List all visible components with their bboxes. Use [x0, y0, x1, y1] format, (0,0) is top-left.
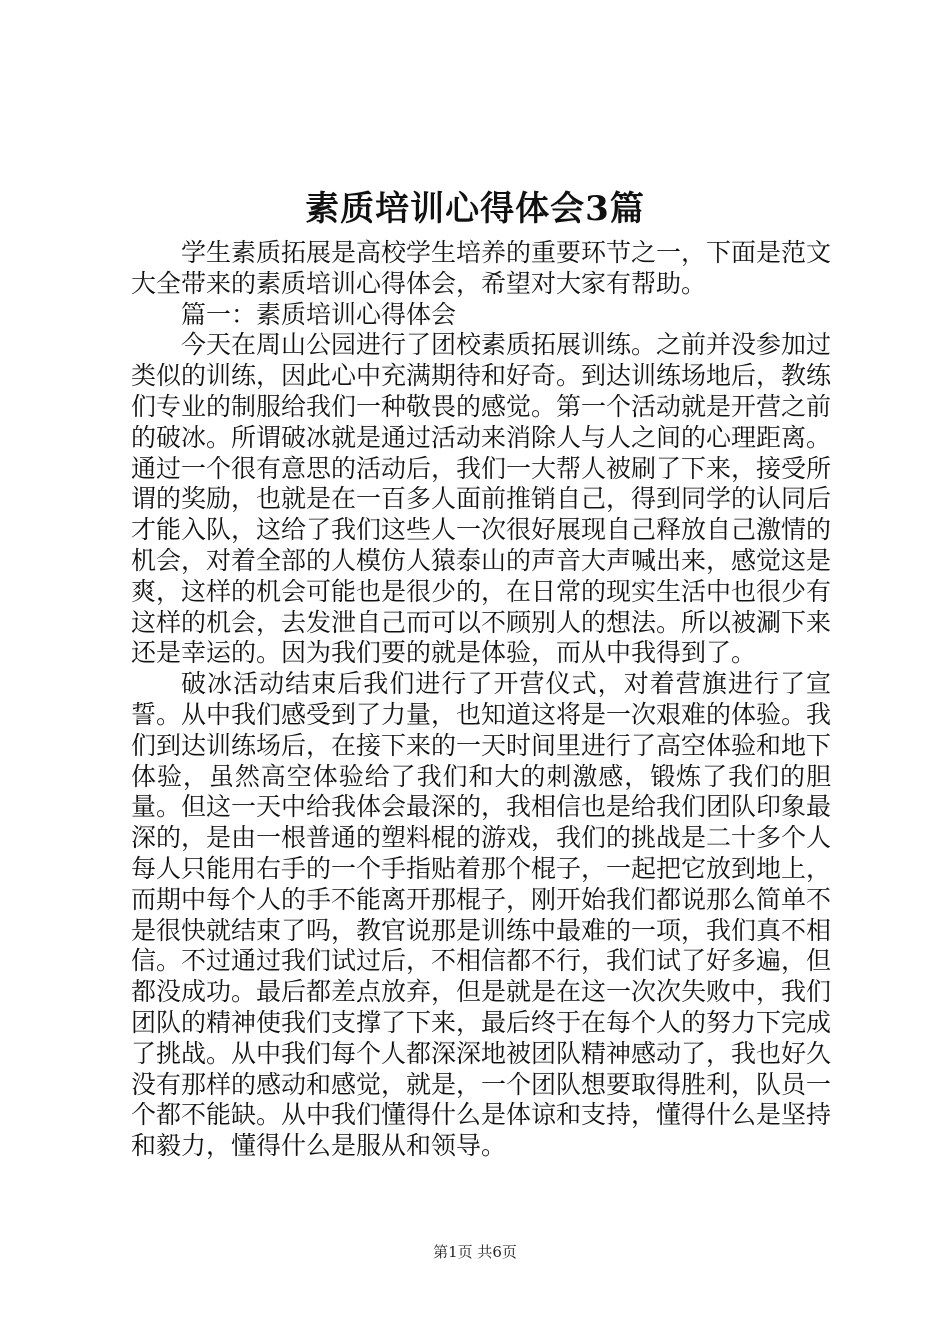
document-body [131, 238, 831, 1162]
body-paragraph: 破冰活动结束后我们进行了开营仪式，对着营旗进行了宣誓。从中我们感受到了力量，也知道这将是一次艰难的体验。我们到达训练场后，在接下来的一天时间里进行了高空体验和地下体验，虽然高空体验给了我们和大的刺激感，锻炼了我们的胆量。但这一天中给我体会最深的，我相信也是给我们团队印象最深的，是由一根普通的塑料棍的游戏，我们的挑战是二十多个人每人只能用右手的一个手指贴着那个棍子，一起把它放到地上，而期中每个人的手不能离开那棍子，刚开始我们都说那么简单不是很快就结束了吗，教官说那是训练中最难的一项，我们真不相信。不过通过我们试过后，不相信都不行，我们试了好多遍，但都没成功。最后都差点放弃，但是就是在这一次次失败中，我们团队的精神使我们支撑了下来，最后终于在每个人的努力下完成了挑战。从中我们每个人都深深地被团队精神感动了，我也好久没有那样的感动和感觉，就是，一个团队想要取得胜利，队员一个都不能缺。从中我们懂得什么是体谅和支持，懂得什么是坚持和毅力，懂得什么是服从和领导。 [131, 669, 832, 1161]
body-paragraph: 今天在周山公园进行了团校素质拓展训练。之前并没参加过类似的训练，因此心中充满期待和好奇。到达训练场地后，教练们专业的制服给我们一种敬畏的感觉。第一个活动就是开营之前的破冰。所谓破冰就是通过活动来消除人与人之间的心理距离。通过一个很有意思的活动后，我们一大帮人被刷了下来，接受所谓的奖励，也就是在一百多人面前推销自己，得到同学的认同后才能入队，这给了我们这些人一次很好展现自己释放自己激情的机会，对着全部的人模仿人猿泰山的声音大声喊出来，感觉这是爽，这样的机会可能也是很少的，在日常的现实生活中也很少有这样的机会，去发泄自己而可以不顾别人的想法。所以被涮下来还是幸运的。因为我们要的就是体验，而从中我得到了。 [131, 330, 832, 668]
intro-paragraph: 学生素质拓展是高校学生培养的重要环节之一，下面是范文大全带来的素质培训心得体会，希望对大家有帮助。 [131, 238, 832, 298]
document-title: 素质培训心得体会3篇 [305, 189, 645, 229]
page-footer: 第1页 共6页 [433, 1243, 517, 1261]
section-heading: 篇一：素质培训心得体会 [181, 299, 457, 329]
